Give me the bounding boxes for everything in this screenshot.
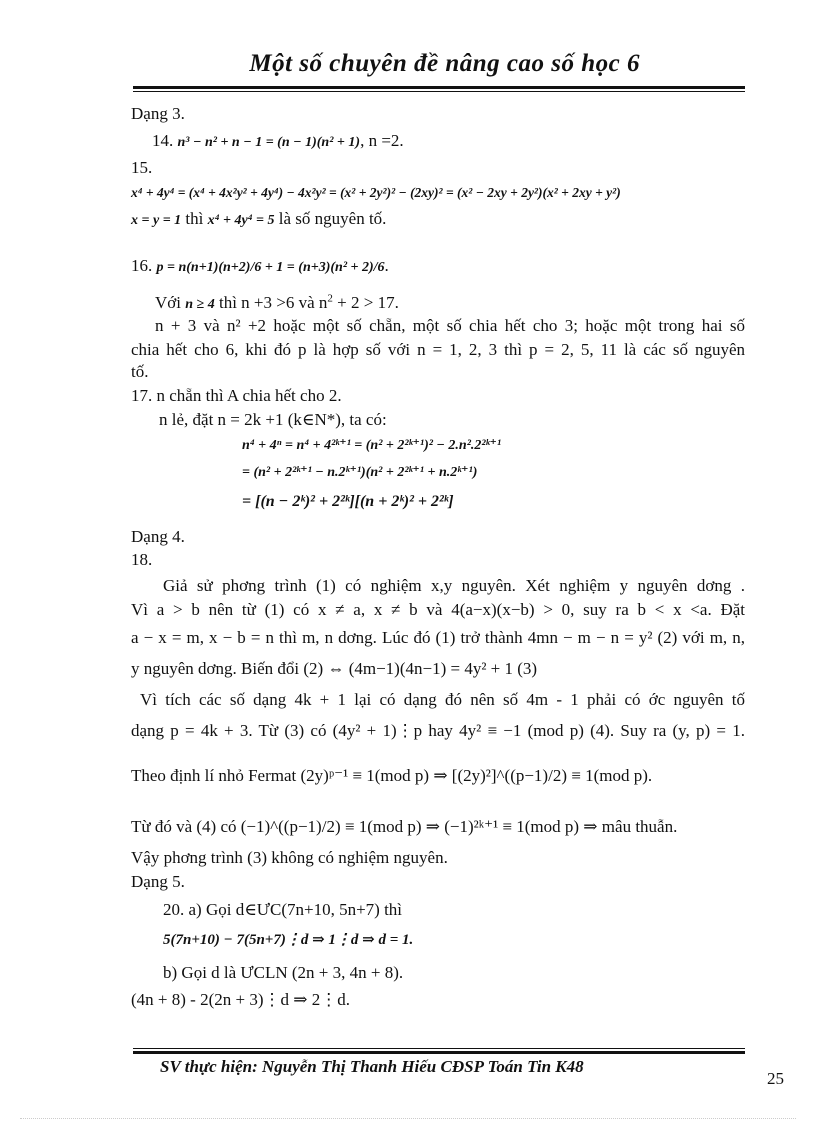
problem-15-line <box>131 209 386 231</box>
bottom-divider <box>20 1118 796 1119</box>
paragraph-line: chia hết cho 6, khi đó p là hợp số với n = 1, 2, 3 thì p = 2, 5, 11 là các số nguyên <box>131 340 745 359</box>
formula: x⁴ + 4y⁴ = 5 <box>207 213 275 228</box>
paragraph-line: Vậy phơng trình (3) không có nghiệm nguyên. <box>131 848 448 867</box>
formula: x⁴ + 4y⁴ = (x⁴ + 4x²y² + 4y⁴) − 4x²y² = (x² + 2y²)² − (2xy)² = (x² − 2xy + 2y²)(x² + 2xy + y²) <box>131 185 621 200</box>
paragraph-line: y nguyên dơng. Biến đổi (2) ⇔ (4m−1)(4n−1) = 4y² + 1 (3) <box>131 659 538 678</box>
text: . <box>384 256 389 275</box>
paragraph-line: Theo định lí nhỏ Fermat (2y)ᵖ⁻¹ ≡ 1(mod p) ⇒ [(2y)²]^((p−1)/2) ≡ 1(mod p). <box>131 766 653 785</box>
header-title: Một số chuyên đề nâng cao số học 6 <box>249 50 640 77</box>
paragraph-line: Vì a > b nên từ (1) có x ≠ a, x ≠ b và 4(a−x)(x−b) > 0, suy ra b < x <a. Đặt <box>131 600 745 619</box>
formula: n³ − n² + n − 1 = (n − 1)(n² + 1) <box>177 135 361 150</box>
footer-rule-thick <box>133 1051 745 1054</box>
text: , n =2. <box>360 131 404 150</box>
paragraph-line: n lẻ, đặt n = 2k +1 (k∈N*), ta có: <box>159 410 387 429</box>
problem-20b: b) Gọi d là ƯCLN (2n + 3, 4n + 8). <box>163 963 404 982</box>
problem-number: 15. <box>131 158 153 177</box>
text: thì <box>181 209 208 228</box>
footer-rule-thin <box>133 1048 745 1049</box>
section-heading: Dạng 3. <box>131 104 185 123</box>
formula: x = y = 1 <box>131 213 182 228</box>
problem-number: 18. <box>131 550 153 569</box>
text: là số nguyên tố. <box>274 209 387 228</box>
paragraph-line: Vì tích các số dạng 4k + 1 lại có dạng đó nên số 4m - 1 phải có ớc nguyên tố <box>140 690 745 709</box>
paragraph-line: n + 3 và n² +2 hoặc một số chẵn, một số chia hết cho 3; hoặc một trong hai số <box>155 316 745 335</box>
footer-author: SV thực hiện: Nguyễn Thị Thanh Hiếu CĐSP Toán Tin K48 <box>160 1057 584 1076</box>
problem-16 <box>131 256 389 278</box>
paragraph-line: (4n + 8) - 2(2n + 3)⋮d ⇒ 2⋮d. <box>131 990 350 1009</box>
paragraph-line: tố. <box>131 362 149 381</box>
problem-number: 16. <box>131 256 153 275</box>
text: + 2 > 17. <box>332 293 399 312</box>
formula: n ≥ 4 <box>185 297 215 312</box>
section-heading: Dạng 5. <box>131 872 185 891</box>
header-rule-thick <box>133 86 745 89</box>
formula: n⁴ + 4ⁿ = n⁴ + 4²ᵏ⁺¹ = (n² + 2²ᵏ⁺¹)² − 2.n².2²ᵏ⁺¹ <box>242 438 502 453</box>
formula: p = n(n+1)(n+2)/6 + 1 = (n+3)(n² + 2)/6 <box>156 260 385 275</box>
page-number: 25 <box>767 1069 784 1088</box>
text: Với <box>155 293 186 312</box>
paragraph-line: Từ đó và (4) có (−1)^((p−1)/2) ≡ 1(mod p) ⇒ (−1)²ᵏ⁺¹ ≡ 1(mod p) ⇒ mâu thuẫn. <box>131 817 678 836</box>
problem-20a: 20. a) Gọi d∈ƯC(7n+10, 5n+7) thì <box>163 900 403 919</box>
formula: = [(n − 2ᵏ)² + 2²ᵏ][(n + 2ᵏ)² + 2²ᵏ] <box>242 493 454 510</box>
paragraph-line: a − x = m, x − b = n thì m, n dơng. Lúc đó (1) trở thành 4mn − m − n = y² (2) với m, n, <box>131 628 745 647</box>
formula: 5(7n+10) − 7(5n+7)⋮d ⇒ 1⋮d ⇒ d = 1. <box>163 932 414 948</box>
text: thì n +3 >6 và n <box>214 293 328 312</box>
problem-14 <box>152 131 404 153</box>
header-rule-thin <box>133 91 745 92</box>
problem-16-line: Với n ≥ 4 thì n +3 >6 và $n^2 + 2 > 17$. <box>155 292 399 312</box>
problem-17: 17. n chẵn thì A chia hết cho 2. <box>131 386 342 405</box>
paragraph-line: Giả sử phơng trình (1) có nghiệm x,y nguyên. Xét nghiệm y nguyên dơng . <box>163 576 745 595</box>
section-heading: Dạng 4. <box>131 527 185 546</box>
paragraph-line: dạng p = 4k + 3. Từ (3) có (4y² + 1)⋮p hay 4y² ≡ −1 (mod p) (4). Suy ra (y, p) = 1. <box>131 721 745 740</box>
formula: = (n² + 2²ᵏ⁺¹ − n.2ᵏ⁺¹)(n² + 2²ᵏ⁺¹ + n.2ᵏ⁺¹) <box>242 465 478 480</box>
problem-number: 14. <box>152 131 174 150</box>
